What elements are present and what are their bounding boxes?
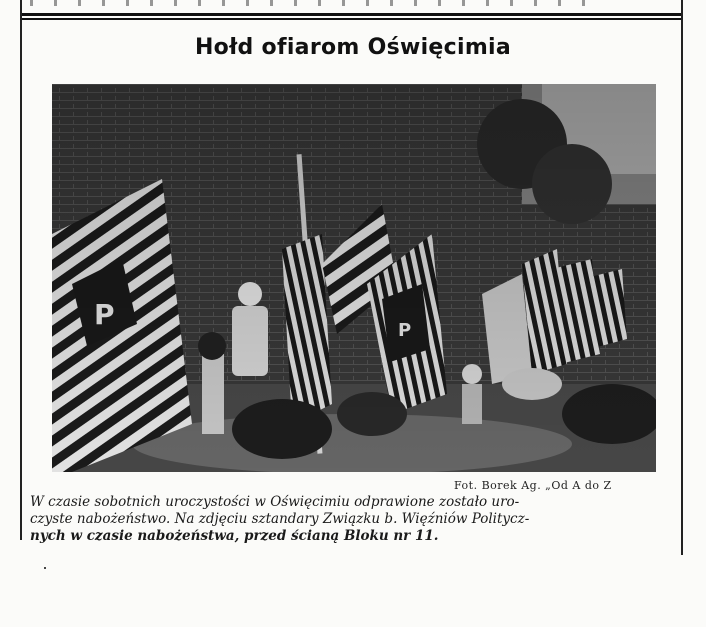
top-rule (22, 13, 682, 16)
caption-line-2: czyste nabożeństwo. Na zdjęciu sztandary Związku b. Więźniów Politycz- (30, 511, 530, 527)
photo-caption (30, 494, 670, 545)
print-speck (44, 567, 46, 569)
news-photo (52, 84, 656, 472)
caption-line-1: W czasie sobotnich uroczystości w Oświęcimiu odprawione zostało uro- (30, 494, 520, 510)
top-rule-secondary (22, 18, 682, 20)
article-headline: Hołd ofiarom Oświęcimia (194, 35, 512, 60)
photo-credit: Fot. Borek Ag. „Od A do Z (454, 479, 612, 492)
right-column-rule (681, 0, 683, 555)
left-column-rule (20, 0, 22, 540)
photo-image (52, 84, 656, 472)
caption-line-3: nych w czasie nabożeństwa, przed ścianą Bloku nr 11. (30, 528, 439, 544)
cut-off-text-fragment (30, 0, 590, 6)
